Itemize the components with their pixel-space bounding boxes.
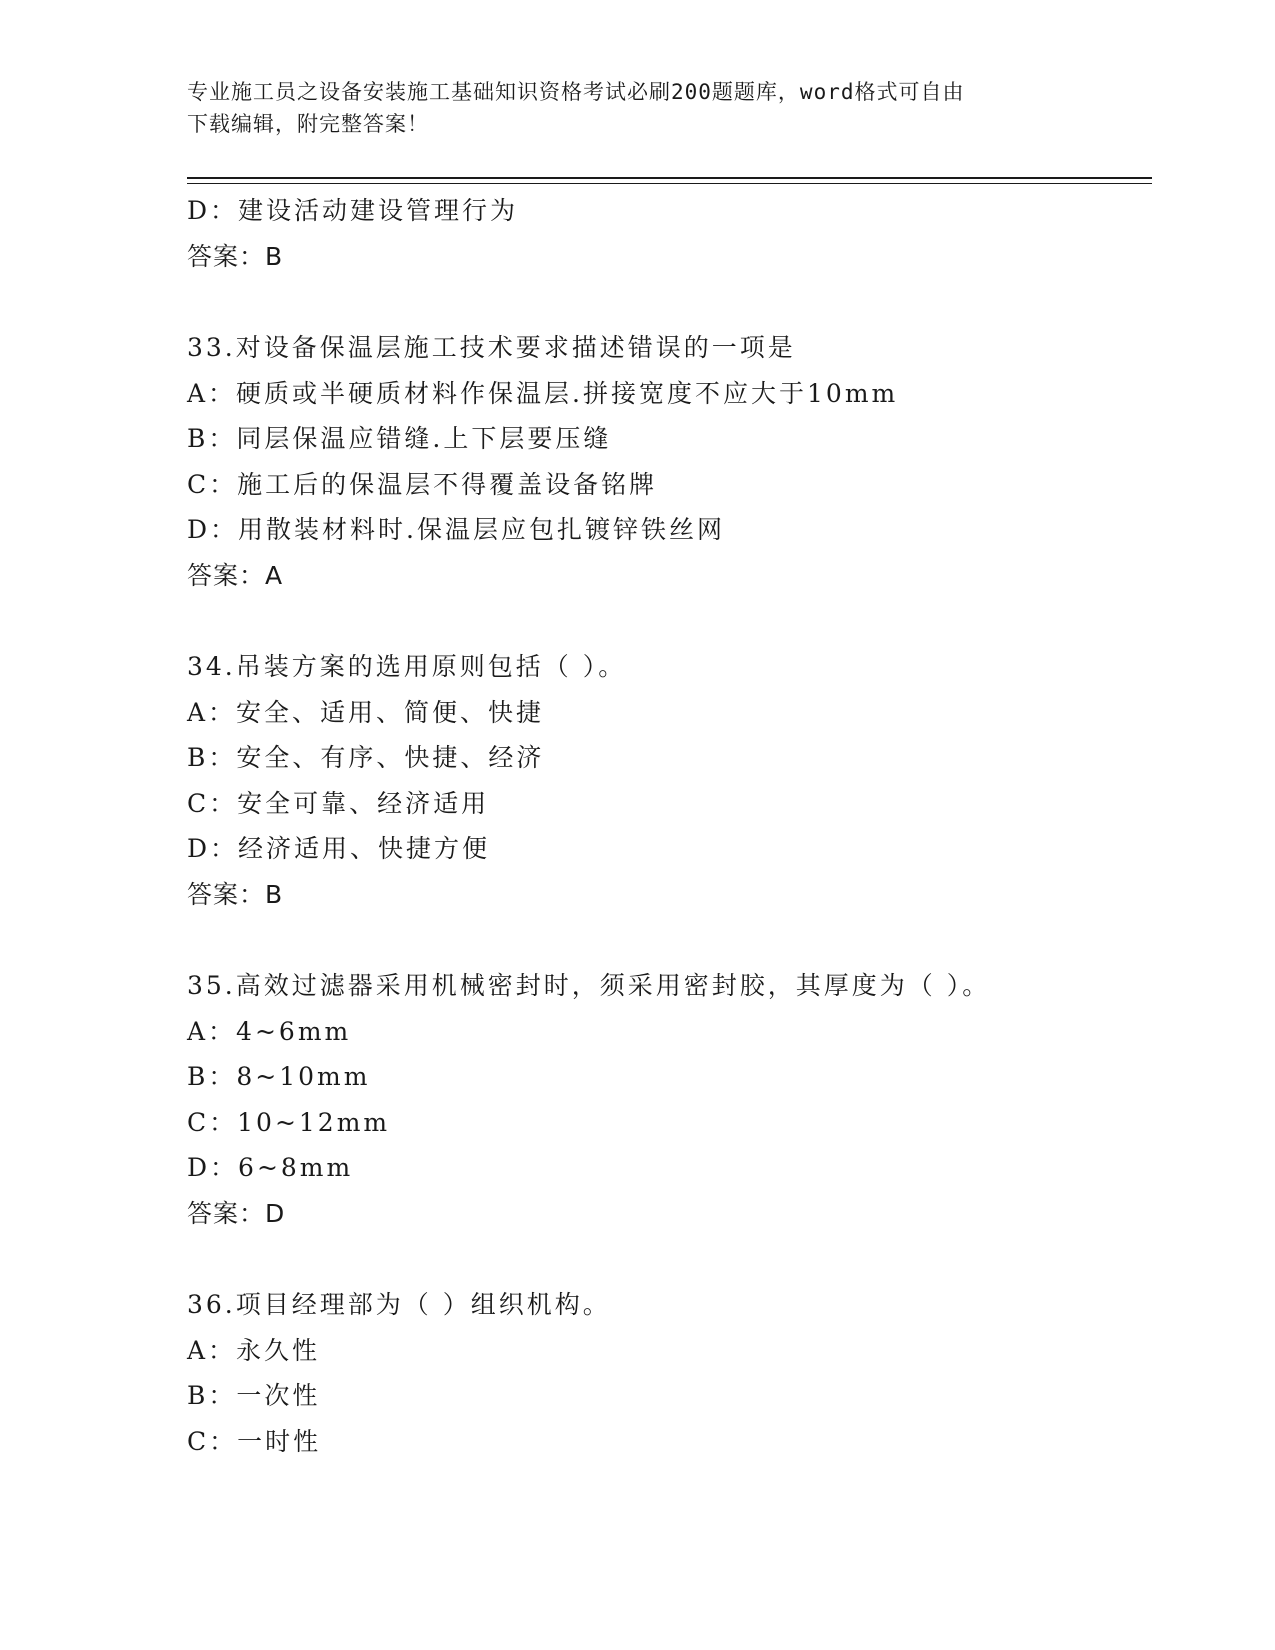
question-33-answer: 答案：A bbox=[187, 560, 284, 590]
document-header bbox=[187, 76, 1087, 140]
spacer bbox=[187, 598, 1147, 644]
question-35-option-a: A：4~6mm bbox=[187, 1016, 352, 1046]
spacer bbox=[187, 917, 1147, 963]
question-34-stem: 34.吊装方案的选用原则包括（ ）。 bbox=[187, 652, 627, 681]
question-36-option-b: B：一次性 bbox=[187, 1381, 321, 1410]
question-35-option-d: D：6~8mm bbox=[187, 1153, 354, 1182]
spacer bbox=[187, 1236, 1147, 1282]
header-rule-thin bbox=[187, 183, 1152, 184]
question-35-option-b: B：8~10mm bbox=[187, 1062, 371, 1091]
question-34-option-b: B：安全、有序、快捷、经济 bbox=[187, 743, 545, 772]
question-35-option-c: C：10~12mm bbox=[187, 1107, 391, 1137]
question-33-option-b: B：同层保温应错缝.上下层要压缝 bbox=[187, 424, 612, 453]
question-33-stem: 33.对设备保温层施工技术要求描述错误的一项是 bbox=[187, 333, 796, 362]
question-34-option-d: D：经济适用、快捷方便 bbox=[187, 834, 491, 863]
question-34-option-c: C：安全可靠、经济适用 bbox=[187, 788, 490, 818]
prev-question-answer: 答案：B bbox=[187, 241, 284, 271]
question-34-option-a: A：安全、适用、简便、快捷 bbox=[187, 697, 545, 727]
question-36-stem: 36.项目经理部为（ ）组织机构。 bbox=[187, 1290, 611, 1319]
question-36-option-a: A：永久性 bbox=[187, 1335, 321, 1365]
spacer bbox=[187, 279, 1147, 325]
question-36-option-c: C：一时性 bbox=[187, 1426, 322, 1456]
question-33-option-c: C：施工后的保温层不得覆盖设备铭牌 bbox=[187, 469, 658, 499]
prev-question-option-d: D：建设活动建设管理行为 bbox=[187, 196, 519, 225]
question-33-option-d: D：用散装材料时.保温层应包扎镀锌铁丝网 bbox=[187, 515, 725, 544]
question-35-answer: 答案：D bbox=[187, 1198, 286, 1228]
question-34-answer: 答案：B bbox=[187, 879, 284, 909]
header-rule bbox=[187, 177, 1152, 179]
header-line-1: 专业施工员之设备安装施工基础知识资格考试必刷200题题库，word格式可自由 bbox=[187, 80, 965, 104]
question-35-stem: 35.高效过滤器采用机械密封时，须采用密封胶，其厚度为（ ）。 bbox=[187, 971, 991, 1000]
header-line-2: 下载编辑，附完整答案！ bbox=[187, 112, 429, 136]
question-list bbox=[187, 188, 1147, 1464]
question-33-option-a: A：硬质或半硬质材料作保温层.拼接宽度不应大于10mm bbox=[187, 378, 899, 408]
